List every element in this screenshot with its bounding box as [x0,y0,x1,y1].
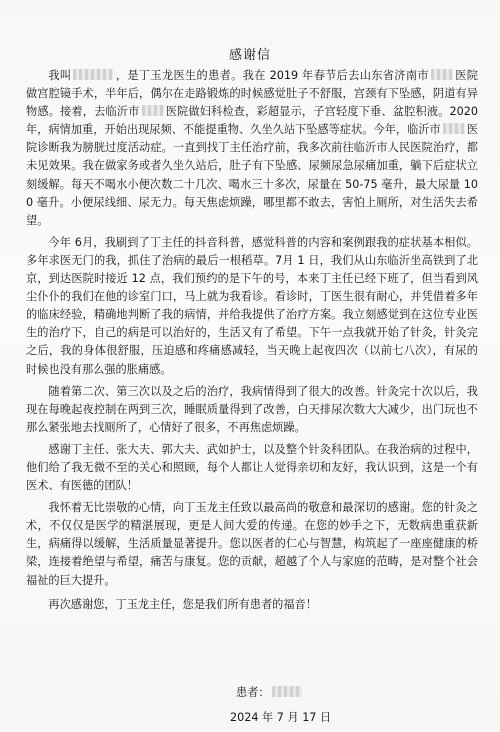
redacted-name [73,69,113,80]
paragraph-1-part-a: 我叫 [48,69,72,82]
redacted-hospital-name [431,69,453,80]
paragraph-1-part-d: 医院做妇科检查，彩超显示，子宫轻度下垂、盆腔积液。2020 年，病情加重，开始出现尿频、不能提重物、久坐久站下坠感等症状。今年，临沂市 [26,105,478,137]
redacted-hospital-name [142,105,164,116]
letter-body [26,67,478,614]
paragraph-3: 随着第二次、第三次以及之后的治疗，我病情得到了很大的改善。针灸完十次以后，我现在每晚起夜控制在两到三次，睡眠质量得到了改善，白天排尿次数大大减少，出门玩也不那么紧张地去找厕所了，心情好了很多，不再焦虑烦躁。 [26,384,478,434]
paragraph-1-part-e: 医院诊断我为膀胱过度活动症。一直到找丁主任治疗前，我多次前往临沂市人民医院治疗，都未见效果。我在做家务或者久坐久站后，肚子有下坠感、尿频尿急尿痛加重，躺下后症状立刻缓解。每天不喝水小便次数二十几次、喝水三十多次，尿量在 50-75 毫升，最大尿量 100 毫升。小便尿线细、尿无力。每天焦虑烦躁，哪里都不敢去，害怕上厕所，对生活失去希望。 [26,123,478,227]
paragraph-1-part-b: ，是丁玉龙医生的患者。我在 2019 年春节后去山东省济南市 [115,69,429,82]
letter-title: 感谢信 [228,48,271,63]
letter-date: 2024 年 7 月 17 日 [230,711,332,724]
signature [236,684,304,702]
redacted-signature [272,686,302,697]
paragraph-5: 我怀着无比崇敬的心情，向丁玉龙主任致以最高尚的敬意和最深切的感谢。您的针灸之术，不仅仅是医学的精湛展现，更是人间大爱的传递。在您的妙手之下，无数病患重获新生，病痛得以缓解，生活质量显著提升。您以医者的仁心与智慧，构筑起了一座座健康的桥梁，连接着绝望与希望，痛苦与康复。您的贡献，超越了个人与家庭的范畴，是对整个社会福祉的巨大提升。 [26,501,478,587]
closing-line: 再次感谢您，丁玉龙主任，您是我们所有患者的福音！ [48,597,317,611]
paragraph-1 [26,67,478,230]
paragraph-4: 感谢丁主任、张大夫、郭大夫、武如护士，以及整个针灸科团队。在我治病的过程中，他们给了我无微不至的关心和照顾，每个人都让人觉得亲切和友好，我认识到，这是一个有医术、有医德的团队！ [26,442,478,493]
paragraph-1-part-c: 医院做宫腔镜手术，半年后，偶尔在走路锻炼的时候感觉肚子不舒服，宫颈有下坠感，阴道有异物感。接着，去临沂市 [26,69,478,119]
redacted-hospital-name [443,123,465,134]
signature-label: 患者： [236,686,270,699]
paragraph-2: 今年 6月，我刷到了丁主任的抖音科普，感觉科普的内容和案例跟我的症状基本相似。多年求医无门的我，抓住了治病的最后一根稻草。7月 1 日，我们从山东临沂坐高铁到了北京，到达医院时接近 12 点，我们预约的是下午的号，本来丁主任已经下班了，但当看到风尘仆仆的我们在他的诊室门口，马上就为我看诊。看诊时，丁医生很有耐心，并凭借着多年的临床经验，精确地判断了我的病情，并给我提供了治疗方案。我立刻感觉到在这位专业医生的治疗下，自己的病是可以治好的，生活又有了希望。下午一点我就开始了针灸，针灸完之后，我的身体很舒服，压迫感和疼痛感减轻，当天晚上起夜四次（以前七八次），有尿的时候也没有那么强的胀痛感。 [26,235,478,376]
